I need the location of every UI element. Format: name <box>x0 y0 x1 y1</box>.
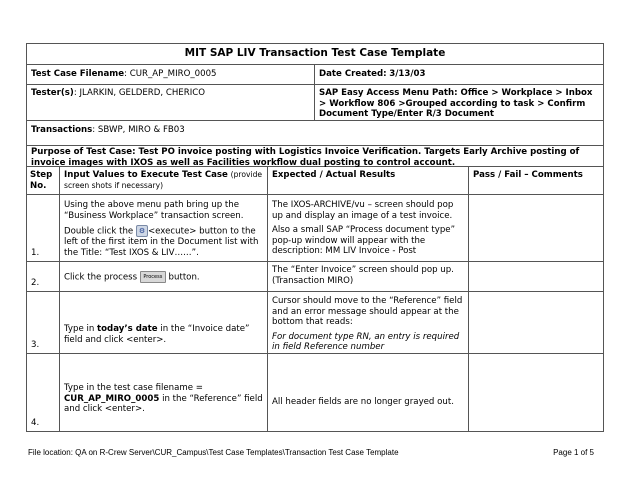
document-title: MIT SAP LIV Transaction Test Case Template <box>184 47 446 59</box>
testers-label: Tester(s) <box>31 88 74 98</box>
expected-text: Cursor should move to the “Reference” field and an error message should appear at the bottom that reads: <box>272 296 463 328</box>
footer-page-number: Page 1 of 5 <box>553 448 594 457</box>
step-row-2 <box>27 262 603 292</box>
step-input-text-2 <box>64 225 263 258</box>
column-header-row <box>27 167 603 195</box>
step-number-cell <box>27 292 59 353</box>
step-number: 1. <box>31 248 40 259</box>
step-input <box>59 262 267 291</box>
step-expected: The “Enter Invoice” screen should pop up. (Transaction MIRO) <box>267 262 468 291</box>
menu-path: SAP Easy Access Menu Path: Office > Workplace > Inbox > Workflow 806 >Grouped according to task > Confirm Document Type/Enter R/3 Document <box>314 85 603 120</box>
expected-text-2: Also a small SAP “Process document type” pop-up window will appear with the description: MM LIV Invoice - Post <box>272 225 456 257</box>
input-text-bold: today’s date <box>97 324 158 334</box>
input-text-bold: CUR_AP_MIRO_0005 <box>64 393 160 404</box>
expected-text: The IXOS-ARCHIVE/vu – screen should pop up and display an image of a test invoice. <box>272 200 454 221</box>
test-case-document <box>26 43 604 432</box>
step-expected <box>267 195 468 261</box>
transactions-label: Transactions <box>31 125 93 135</box>
col-pass-header: Pass / Fail – Comments <box>468 167 603 194</box>
purpose-text: Purpose of Test Case: Test PO invoice posting with Logistics Invoice Verification. Targets Early Archive posting of invoice images with IXOS as well as Facilities workflow dual posting to control account. <box>31 147 580 168</box>
input-text-pre: Type in the test case filename = <box>64 383 203 393</box>
input-text-post: in the “Invoice date” field and click <enter>. <box>64 324 250 345</box>
step-pass-fail <box>468 292 603 353</box>
input-text-post: <execute> button to the left of the first item in the Document list with the Title: “Test IXOS & LIV……”. <box>64 226 259 258</box>
title-row <box>27 44 603 65</box>
step-number-cell <box>27 262 59 291</box>
transactions-row <box>27 121 603 146</box>
col-expected-header: Expected / Actual Results <box>267 167 468 194</box>
col-input-note: (provide screen shots if necessary) <box>64 170 263 190</box>
step-number: 3. <box>31 340 40 351</box>
filename-value: : CUR_AP_MIRO_0005 <box>124 69 217 79</box>
step-pass-fail <box>468 195 603 261</box>
step-pass-fail <box>468 262 603 291</box>
col-input-header <box>59 167 267 194</box>
input-text-pre: Double click the <box>64 226 136 237</box>
footer-file-location: File location: QA on R-Crew Server\CUR_Campus\Test Case Templates\Transaction Test Case Template <box>28 448 399 457</box>
input-text-post: in the “Reference” field and click <enter>. <box>64 393 263 415</box>
transactions-value: : SBWP, MIRO & FB03 <box>92 125 185 135</box>
step-number: 4. <box>31 418 40 429</box>
execute-icon: ⚙ <box>136 225 148 237</box>
purpose-row <box>27 146 603 167</box>
step-row-3 <box>27 292 603 354</box>
date-label: Date Created: <box>319 69 387 79</box>
process-button-image: Process <box>140 271 166 283</box>
testers-row <box>27 85 603 121</box>
step-row-4 <box>27 354 603 431</box>
filename-row <box>27 65 603 85</box>
testers-cell <box>27 85 314 120</box>
step-number-cell <box>27 195 59 261</box>
date-cell <box>314 65 603 84</box>
filename-label: Test Case Filename <box>31 69 125 79</box>
step-expected: All header fields are no longer grayed out. <box>267 354 468 431</box>
input-text-post: button. <box>165 272 200 283</box>
transactions-cell <box>27 121 603 145</box>
col-input-title: Input Values to Execute Test Case <box>64 170 228 180</box>
col-step-header: Step No. <box>30 170 53 191</box>
date-value: 3/13/03 <box>389 69 426 79</box>
testers-value: : JLARKIN, GELDERD, CHERICO <box>73 88 206 98</box>
step-pass-fail <box>468 354 603 431</box>
step-number-cell <box>27 354 59 431</box>
input-text-pre: Type in <box>64 324 98 334</box>
filename-cell <box>27 65 314 84</box>
step-row-1 <box>27 195 603 262</box>
input-text-pre: Click the process <box>64 272 140 283</box>
step-input <box>59 292 267 353</box>
step-input <box>59 195 267 261</box>
step-expected <box>267 292 468 353</box>
step-input <box>59 354 267 431</box>
expected-error-message: For document type RN, an entry is required in field Reference number <box>272 331 460 353</box>
step-number: 2. <box>31 278 40 289</box>
step-input-text: Using the above menu path bring up the “Business Workplace” transaction screen. <box>64 200 244 221</box>
